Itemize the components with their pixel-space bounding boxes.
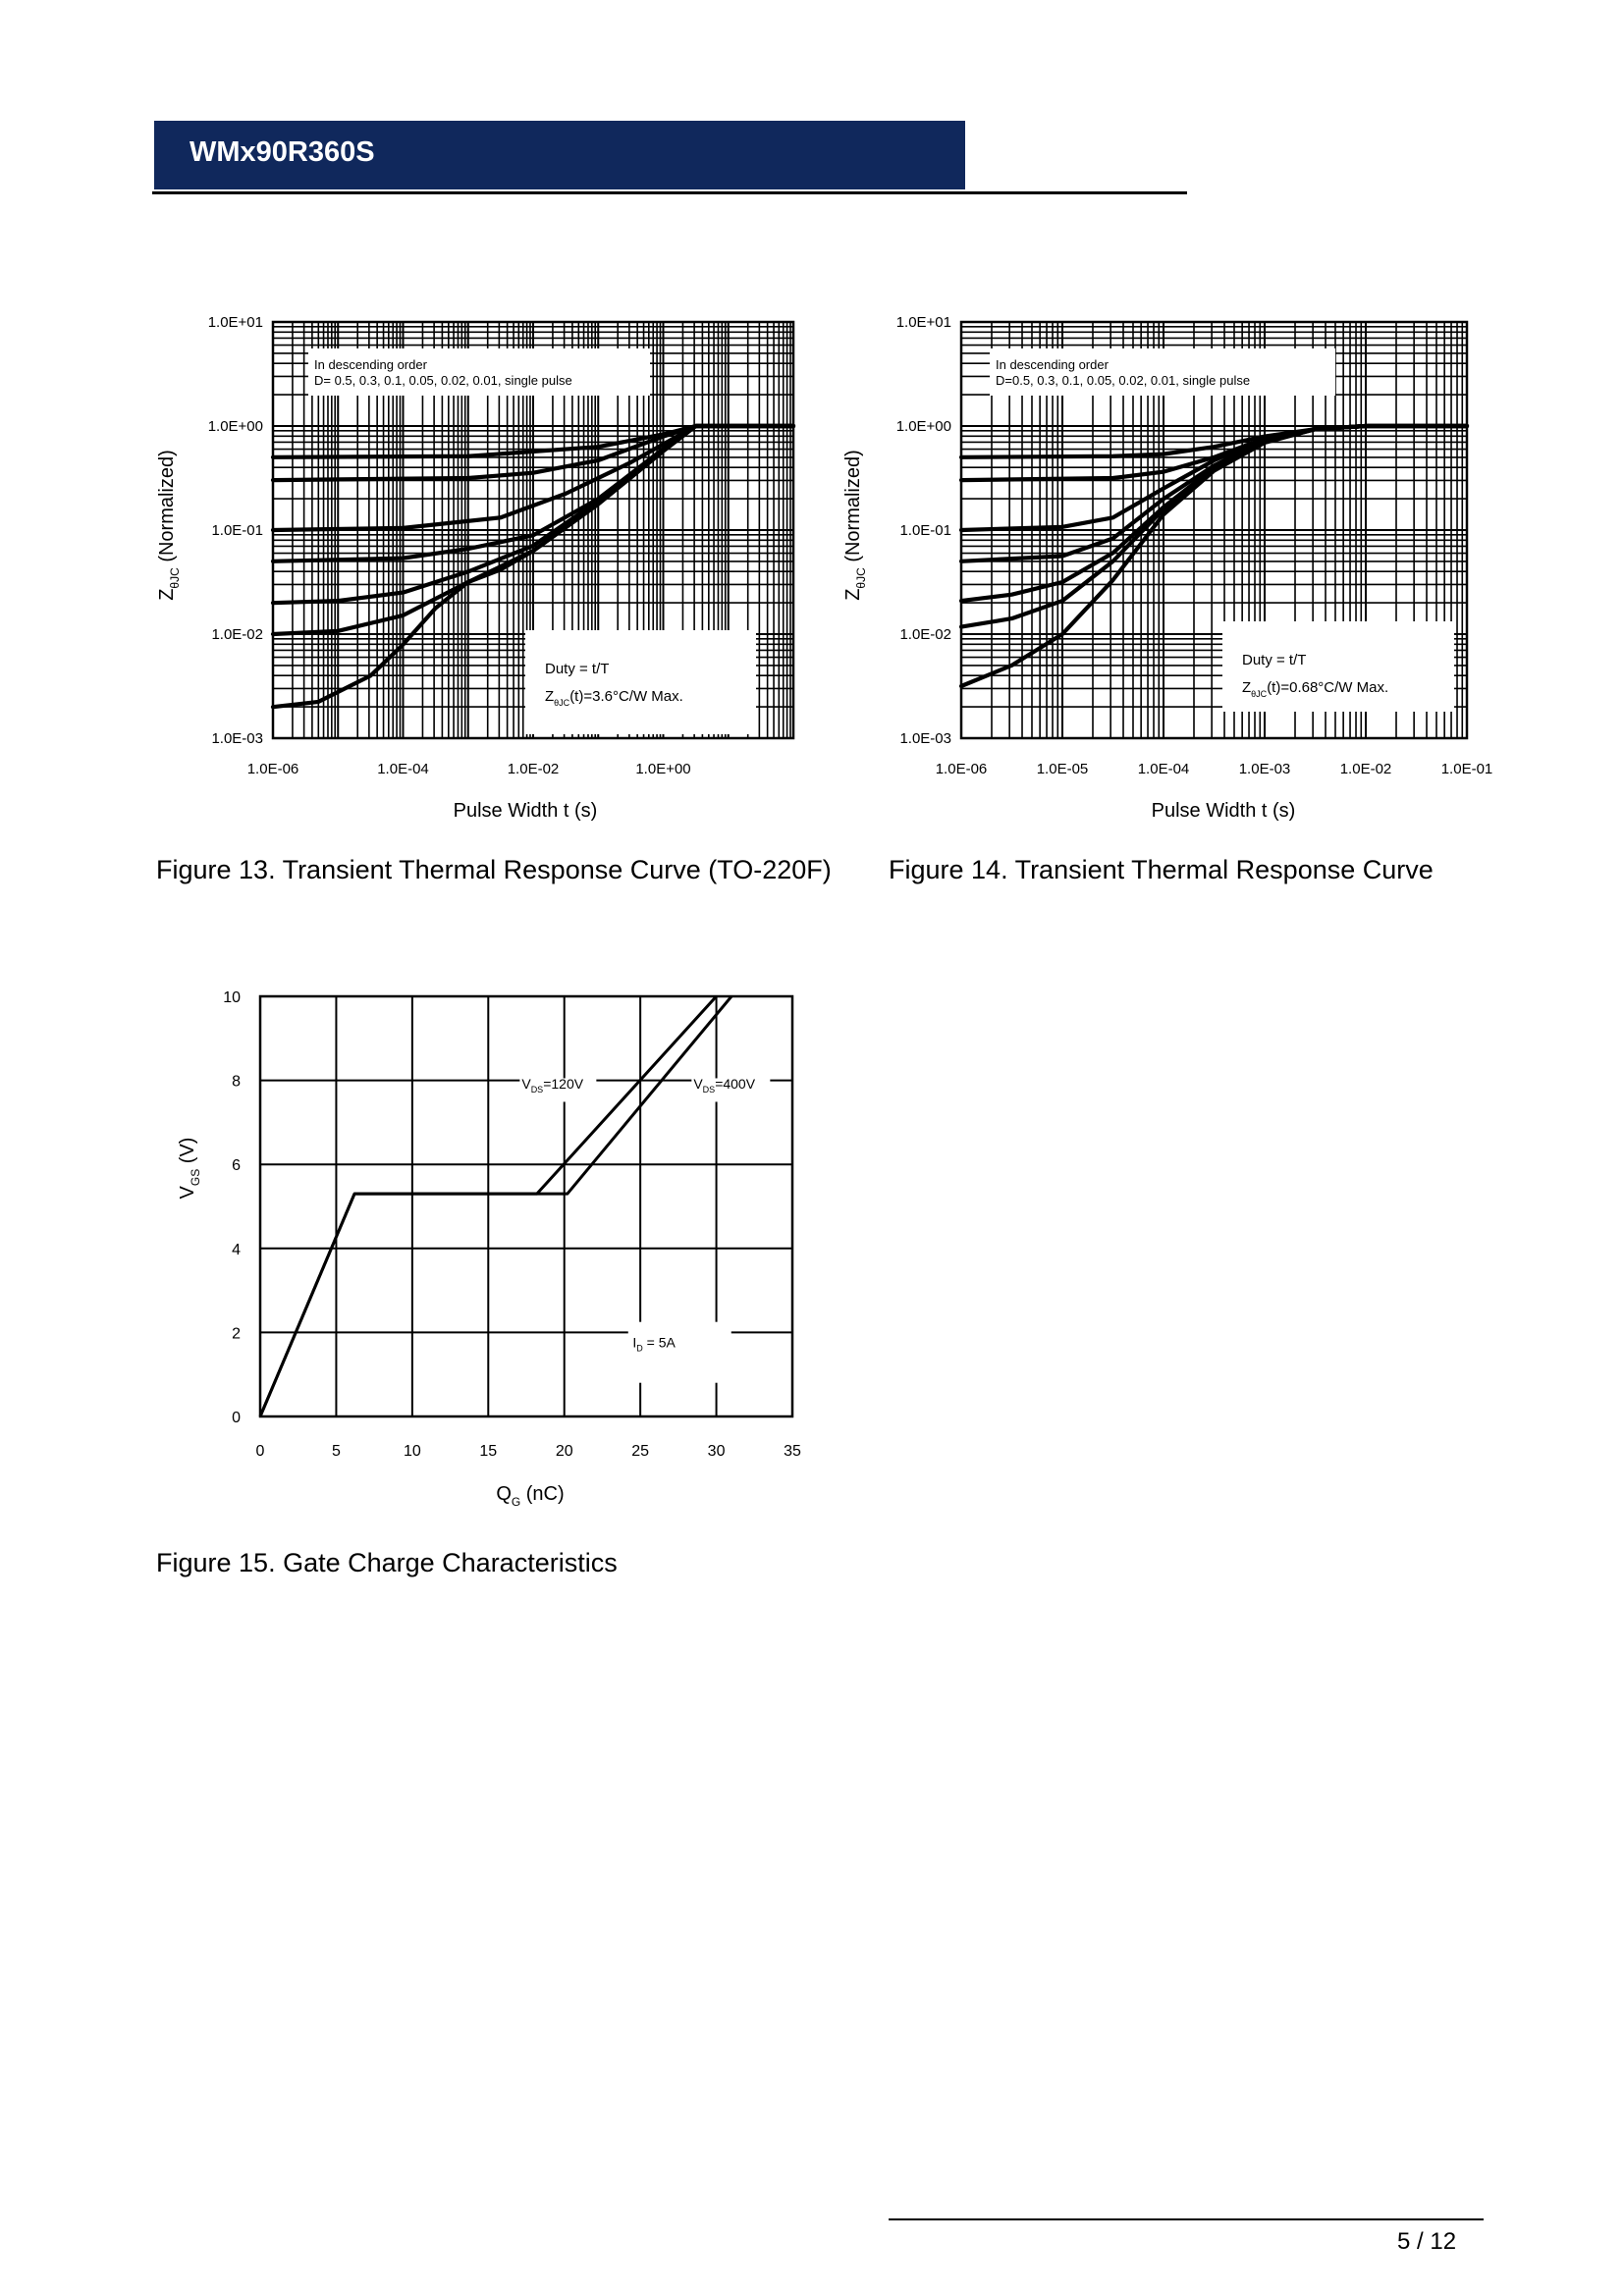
y-tick-label: 1.0E-02: [211, 626, 263, 643]
footer-rule: [889, 2218, 1484, 2220]
annotation-label: $V_{DS}=120V$: [521, 1076, 584, 1095]
x-tick-label: 0: [255, 1443, 265, 1460]
y-tick-label: 1.0E-01: [211, 522, 263, 539]
document-title: WMx90R360S: [189, 136, 375, 168]
x-tick-label: 1.0E-04: [377, 761, 429, 777]
y-tick-label: 4: [232, 1241, 241, 1258]
y-tick-label: 1.0E+01: [895, 314, 951, 331]
x-axis-label: Pulse Width t (s): [453, 800, 598, 822]
x-axis-label: Pulse Width t (s): [1151, 800, 1296, 822]
legend-box: [990, 348, 1335, 396]
x-tick-label: 20: [555, 1443, 573, 1460]
x-tick-label: 30: [707, 1443, 726, 1460]
note-duty: Duty = t/T: [545, 661, 610, 677]
x-tick-label: 1.0E-03: [1238, 761, 1291, 777]
y-axis-label: $Z_{\theta JC}$ (Normalized): [842, 450, 868, 601]
y-tick-label: 8: [232, 1073, 241, 1091]
y-tick-label: 6: [232, 1157, 241, 1175]
y-axis-label: $Z_{\theta JC}$ (Normalized): [156, 450, 182, 601]
x-tick-label: 1.0E-06: [935, 761, 988, 777]
note-duty: Duty = t/T: [1242, 652, 1307, 668]
y-axis-label: $V_{GS}$ (V): [177, 1137, 202, 1200]
legend-line-1: In descending order: [996, 357, 1109, 372]
legend-line-2: D=0.5, 0.3, 0.1, 0.05, 0.02, 0.01, single pulse: [996, 373, 1251, 388]
x-tick-label: 10: [403, 1443, 421, 1460]
x-tick-label: 1.0E-02: [507, 761, 560, 777]
y-tick-label: 1.0E+01: [207, 314, 263, 331]
note-zthjc: $Z_{\theta JC}(t)=3.6^\circ C/W$ Max.: [545, 688, 683, 708]
x-tick-label: 1.0E+00: [635, 761, 691, 777]
annotation-bg: [628, 1322, 731, 1383]
x-axis-label: $Q_G$ (nC): [496, 1483, 565, 1509]
x-tick-label: 1.0E-02: [1339, 761, 1392, 777]
annotation-label: $V_{DS}=400V$: [693, 1076, 756, 1095]
y-tick-label: 1.0E-03: [211, 730, 263, 747]
annotation-label: $I_D = 5A$: [632, 1334, 676, 1354]
x-tick-label: 1.0E-01: [1440, 761, 1493, 777]
legend-line-2: D= 0.5, 0.3, 0.1, 0.05, 0.02, 0.01, single pulse: [314, 373, 572, 388]
y-tick-label: 1.0E+00: [207, 418, 263, 435]
x-tick-label: 1.0E-04: [1137, 761, 1190, 777]
y-tick-label: 2: [232, 1325, 241, 1343]
caption-fig15: Figure 15. Gate Charge Characteristics: [156, 1548, 618, 1577]
legend-line-1: In descending order: [314, 357, 427, 372]
series-d-0-02: [961, 426, 1467, 601]
x-tick-label: 25: [631, 1443, 650, 1460]
y-tick-label: 1.0E-03: [899, 730, 951, 747]
y-tick-label: 1.0E-01: [899, 522, 951, 539]
page-number: 5 / 12: [1397, 2228, 1457, 2255]
caption-fig14: Figure 14. Transient Thermal Response Curve: [889, 855, 1434, 884]
caption-fig13: Figure 13. Transient Thermal Response Curve (TO-220F): [156, 855, 832, 884]
note-zthjc: $Z_{\theta JC}(t)=0.68^\circ C/W$ Max.: [1242, 679, 1389, 699]
y-tick-label: 0: [232, 1410, 241, 1426]
x-tick-label: 15: [479, 1443, 498, 1460]
y-tick-label: 10: [223, 989, 241, 1006]
y-tick-label: 1.0E-02: [899, 626, 951, 643]
chart-fig15: [0, 0, 884, 1531]
x-tick-label: 1.0E-06: [246, 761, 299, 777]
x-tick-label: 35: [784, 1443, 801, 1460]
y-tick-label: 1.0E+00: [895, 418, 951, 435]
x-tick-label: 5: [331, 1443, 341, 1460]
x-tick-label: 1.0E-05: [1036, 761, 1089, 777]
